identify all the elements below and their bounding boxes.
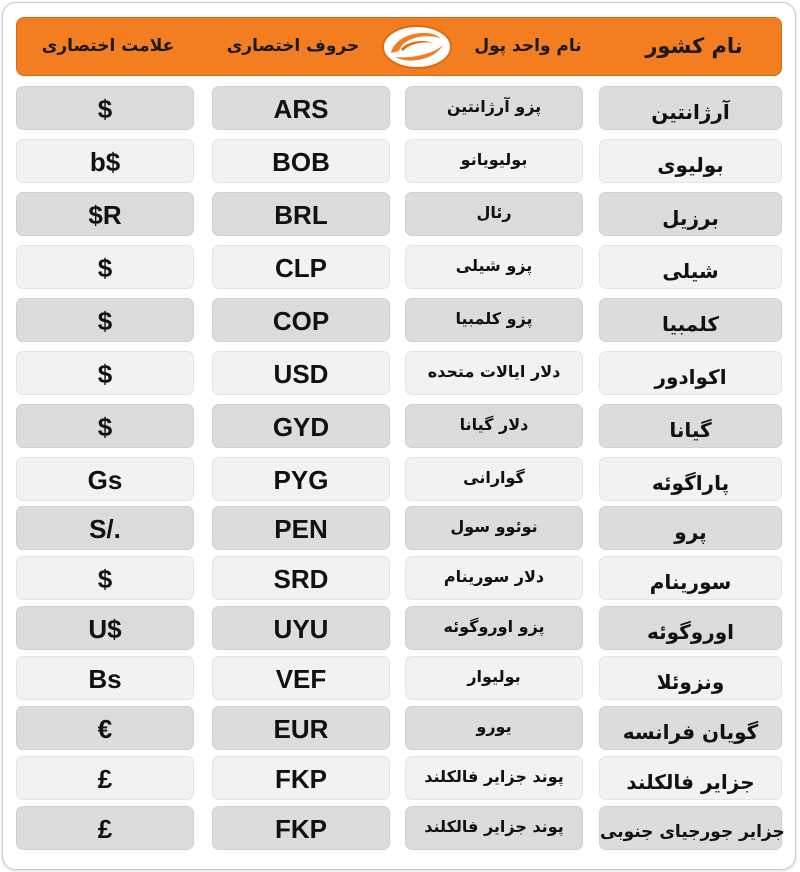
table-row: [16, 139, 782, 183]
country-cell: گیانا: [599, 404, 782, 448]
currency-name-cell: نوئوو سول: [405, 506, 583, 550]
currency-name-cell: پوند جزایر فالکلند: [405, 756, 583, 800]
header-symbol: علامت اختصاری: [41, 36, 175, 56]
table-row: [16, 192, 782, 236]
code-cell: PYG: [212, 457, 390, 501]
currency-name-cell: یورو: [405, 706, 583, 750]
table-row: [16, 706, 782, 750]
symbol-cell: Bs: [16, 656, 194, 700]
code-cell: BOB: [212, 139, 390, 183]
currency-name-cell: رئال: [405, 192, 583, 236]
table-row: [16, 606, 782, 650]
table-row: [16, 756, 782, 800]
currency-name-cell: پزو اوروگوئه: [405, 606, 583, 650]
currency-name-cell: پوند جزایر فالکلند: [405, 806, 583, 850]
table-row: [16, 245, 782, 289]
symbol-cell: $: [16, 404, 194, 448]
country-cell: گویان فرانسه: [599, 706, 782, 750]
currency-name-cell: دلار سورینام: [405, 556, 583, 600]
table-row: [16, 806, 785, 850]
currency-name-cell: بولیویانو: [405, 139, 583, 183]
code-cell: GYD: [212, 404, 390, 448]
table-header: [16, 17, 782, 76]
country-cell: سورینام: [599, 556, 782, 600]
symbol-cell: U$: [16, 606, 194, 650]
code-cell: VEF: [212, 656, 390, 700]
table-row: [16, 656, 782, 700]
code-cell: SRD: [212, 556, 390, 600]
code-cell: USD: [212, 351, 390, 395]
table-row: [16, 457, 782, 501]
symbol-cell: Gs: [16, 457, 194, 501]
symbol-cell: b$: [16, 139, 194, 183]
symbol-cell: $: [16, 556, 194, 600]
code-cell: UYU: [212, 606, 390, 650]
table-row: [16, 351, 782, 395]
currency-name-cell: دلار گیانا: [405, 404, 583, 448]
currency-name-cell: دلار ایالات متحده: [405, 351, 583, 395]
header-code: حروف اختصاری: [226, 36, 360, 56]
symbol-cell: €: [16, 706, 194, 750]
country-cell: پرو: [599, 506, 782, 550]
country-cell: شیلی: [599, 245, 782, 289]
currency-name-cell: پزو آرژانتین: [405, 86, 583, 130]
currency-name-cell: گوارانی: [405, 457, 583, 501]
table-row: [16, 86, 782, 130]
country-cell: ونزوئلا: [599, 656, 782, 700]
symbol-cell: $R: [16, 192, 194, 236]
symbol-cell: $: [16, 245, 194, 289]
code-cell: COP: [212, 298, 390, 342]
header-currency-name: نام واحد پول: [474, 36, 582, 56]
country-cell: اوروگوئه: [599, 606, 782, 650]
code-cell: BRL: [212, 192, 390, 236]
table-row: [16, 404, 782, 448]
code-cell: EUR: [212, 706, 390, 750]
country-cell: آرژانتین: [599, 86, 782, 130]
country-cell: بولیوی: [599, 139, 782, 183]
country-cell: اکوادور: [599, 351, 782, 395]
code-cell: FKP: [212, 756, 390, 800]
country-cell: برزیل: [599, 192, 782, 236]
country-cell: کلمبیا: [599, 298, 782, 342]
country-cell: جزایر جورجیای جنوبی: [599, 806, 782, 850]
currency-name-cell: بولیوار: [405, 656, 583, 700]
symbol-cell: $: [16, 351, 194, 395]
table-row: [16, 556, 782, 600]
symbol-cell: £: [16, 806, 194, 850]
table-row: [16, 298, 782, 342]
currency-name-cell: پزو شیلی: [405, 245, 583, 289]
code-cell: CLP: [212, 245, 390, 289]
country-cell: جزایر فالکلند: [599, 756, 782, 800]
code-cell: PEN: [212, 506, 390, 550]
symbol-cell: S/.: [16, 506, 194, 550]
symbol-cell: $: [16, 86, 194, 130]
header-country: نام کشور: [645, 34, 743, 58]
code-cell: ARS: [212, 86, 390, 130]
currency-name-cell: پزو کلمبیا: [405, 298, 583, 342]
code-cell: FKP: [212, 806, 390, 850]
symbol-cell: $: [16, 298, 194, 342]
country-cell: پاراگوئه: [599, 457, 782, 501]
table-row: [16, 506, 782, 550]
symbol-cell: £: [16, 756, 194, 800]
brand-logo-icon: [381, 23, 453, 71]
